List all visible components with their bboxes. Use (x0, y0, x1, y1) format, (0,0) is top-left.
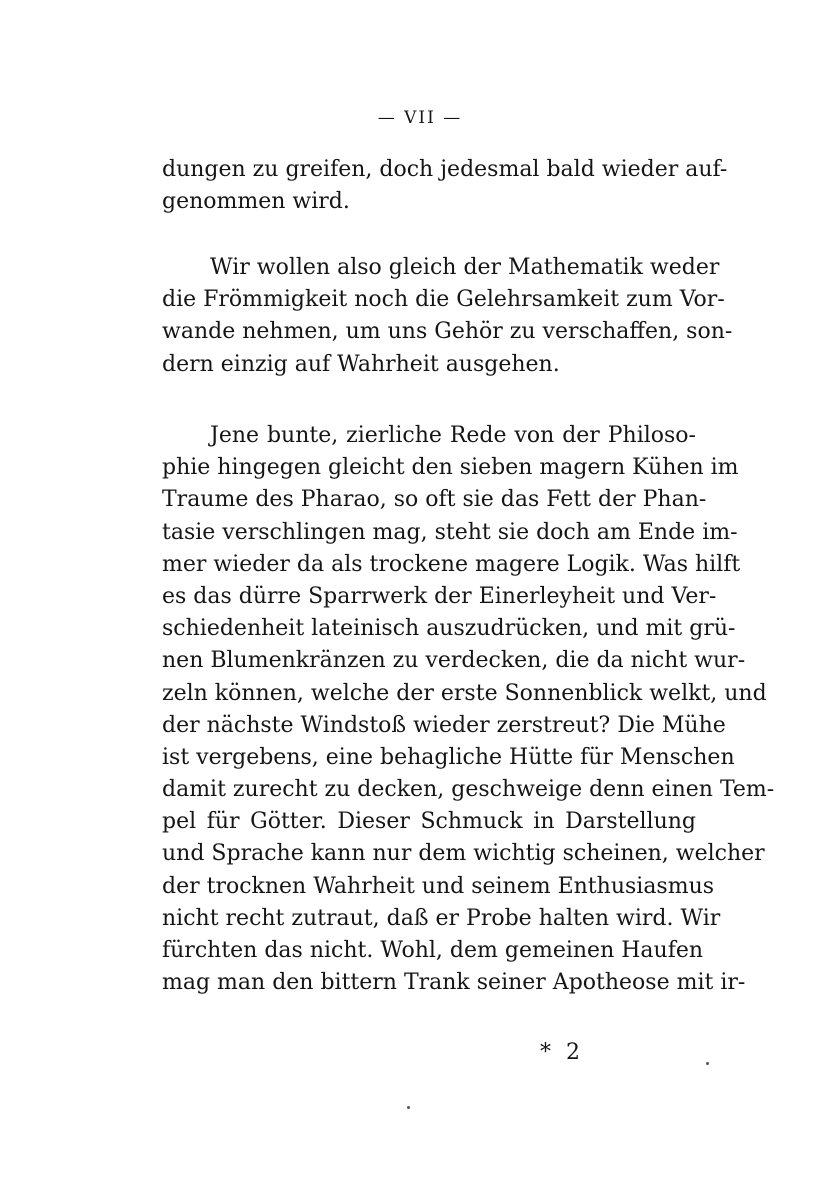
text-line: die Frömmigkeit noch die Gelehrsamkeit zum Vor- (162, 287, 725, 313)
text-line: tasie verschlingen mag, steht sie doch am Ende im- (162, 519, 738, 545)
text-line: schiedenheit lateinisch auszudrücken, und mit grü- (162, 616, 736, 642)
text-line: Jene bunte, zierliche Rede von der Philoso- (210, 423, 696, 448)
text-line: ist vergebens, eine behagliche Hütte für Menschen (162, 744, 735, 770)
text-line: damit zurecht zu decken, geschweige denn einen Tem- (162, 777, 775, 803)
paper-speck (407, 1106, 410, 1109)
paper-speck (706, 1062, 709, 1065)
paragraph-1 (162, 154, 728, 218)
text-line: mer wieder da als trockene magere Logik. Was hilft (162, 551, 741, 577)
text-line: mag man den bittern Trank seiner Apotheose mit ir- (162, 970, 746, 996)
text-line: nicht recht zutraut, daß er Probe halten wird. Wir (162, 905, 721, 931)
text-line: fürchten das nicht. Wohl, dem gemeinen Haufen (162, 938, 704, 963)
text-line: Wir wollen also gleich der Mathematik weder (210, 255, 720, 280)
page-header: — VII — (377, 108, 463, 128)
text-line: zeln können, welche der erste Sonnenblick welkt, und (162, 680, 767, 706)
text-line: und Sprache kann nur dem wichtig scheinen, welcher (162, 841, 765, 867)
text-line: nen Blumenkränzen zu verdecken, die da nicht wur- (162, 648, 746, 674)
text-line: phie hingegen gleicht den sieben magern Kühen im (162, 455, 739, 481)
text-line: dern einzig auf Wahrheit ausgehen. (162, 351, 560, 377)
signature-mark: * 2 (540, 1040, 584, 1065)
text-line: der trocknen Wahrheit und seinem Enthusiasmus (162, 873, 715, 899)
text-line: wande nehmen, um uns Gehör zu verschaffen, son- (162, 319, 733, 345)
text-line: Traume des Pharao, so oft sie das Fett der Phan- (162, 487, 707, 513)
text-line: es das dürre Sparrwerk der Einerleyheit und Ver- (162, 583, 717, 609)
paragraph-2 (162, 252, 733, 381)
paragraph-3 (162, 420, 775, 999)
text-line: pel für Götter. Dieser Schmuck in Darstellung (162, 809, 696, 835)
text-line: genommen wird. (162, 189, 350, 215)
text-line: der nächste Windstoß wieder zerstreut? Die Mühe (162, 712, 726, 738)
text-line: dungen zu greifen, doch jedesmal bald wieder auf- (162, 157, 728, 182)
